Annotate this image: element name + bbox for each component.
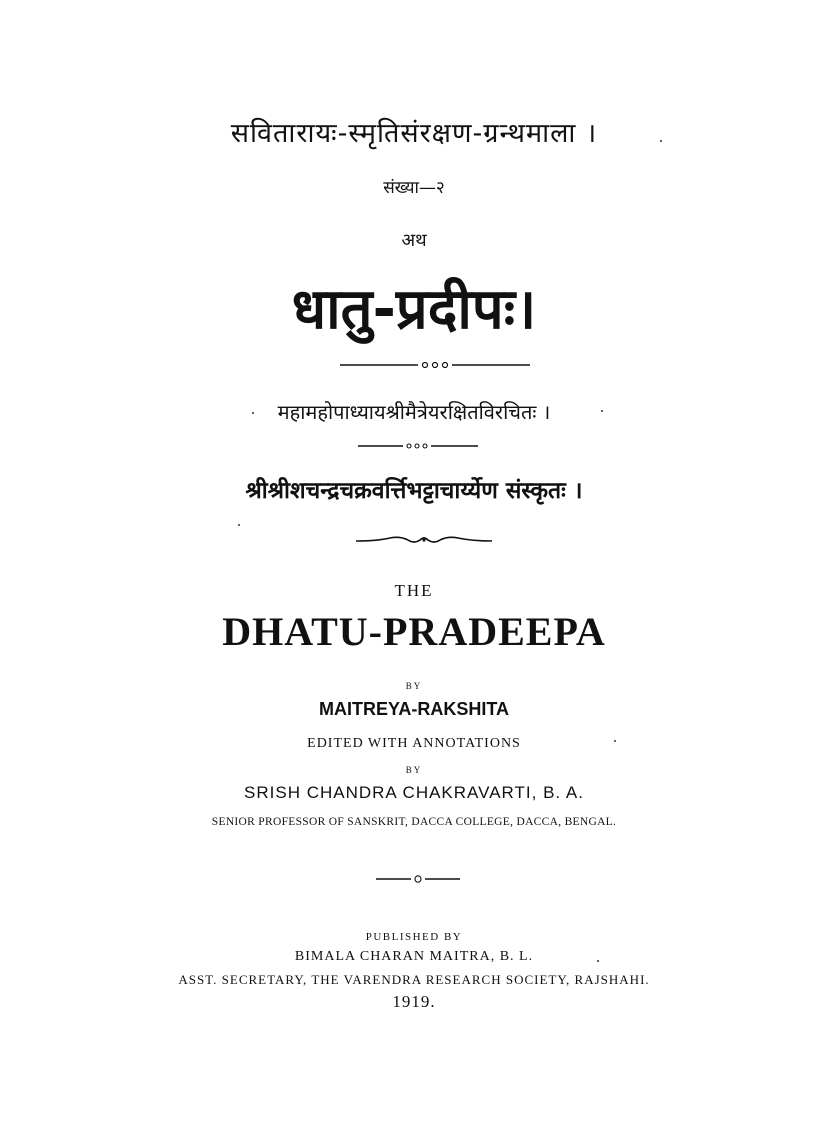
- author-name: MAITREYA-RAKSHITA: [318, 699, 509, 719]
- publication-year: 1919.: [392, 992, 436, 1011]
- publisher-name: BIMALA CHARAN MAITRA, B. L.: [294, 949, 534, 964]
- scan-speck: [660, 140, 662, 142]
- english-the: THE: [394, 581, 434, 600]
- editor-role: SENIOR PROFESSOR OF SANSKRIT, DACCA COLLEGE, DACCA, BENGAL.: [211, 816, 617, 828]
- publisher-role: ASST. SECRETARY, THE VARENDRA RESEARCH SOCIETY, RAJSHAHI.: [178, 972, 650, 987]
- sanskrit-editor-line: श्रीश्रीशचन्द्रचक्रवर्त्तिभट्टाचार्य्येण संस्कृतः ।: [245, 478, 583, 504]
- rule-dots-ornament: [340, 360, 530, 370]
- edited-with-annotations: EDITED WITH ANNOTATIONS: [307, 736, 521, 751]
- english-title: DHATU-PRADEEPA: [222, 609, 606, 654]
- series-number: संख्या—२: [383, 178, 445, 198]
- scan-speck: [601, 410, 603, 412]
- scan-speck: [252, 412, 254, 414]
- atha-word: अथ: [401, 230, 427, 251]
- series-title: सवितारायः-स्मृतिसंरक्षण-ग्रन्थमाला ।: [230, 118, 598, 149]
- scan-speck: [238, 524, 240, 526]
- by-label: BY: [405, 681, 423, 691]
- scroll-ornament: [356, 532, 492, 548]
- by-label: BY: [405, 765, 423, 775]
- sanskrit-author-line: महामहोपाध्यायश्रीमैत्रेयरक्षितविरचितः ।: [277, 400, 551, 424]
- scan-speck: [614, 740, 616, 742]
- published-by-label: PUBLISHED BY: [365, 931, 463, 943]
- rule-dots-ornament: [358, 441, 478, 451]
- rule-o-ornament: [376, 874, 460, 884]
- scan-speck: [597, 960, 599, 962]
- sanskrit-title: धातु-प्रदीपः।: [291, 277, 537, 342]
- editor-name: SRISH CHANDRA CHAKRAVARTI, B. A.: [244, 783, 584, 802]
